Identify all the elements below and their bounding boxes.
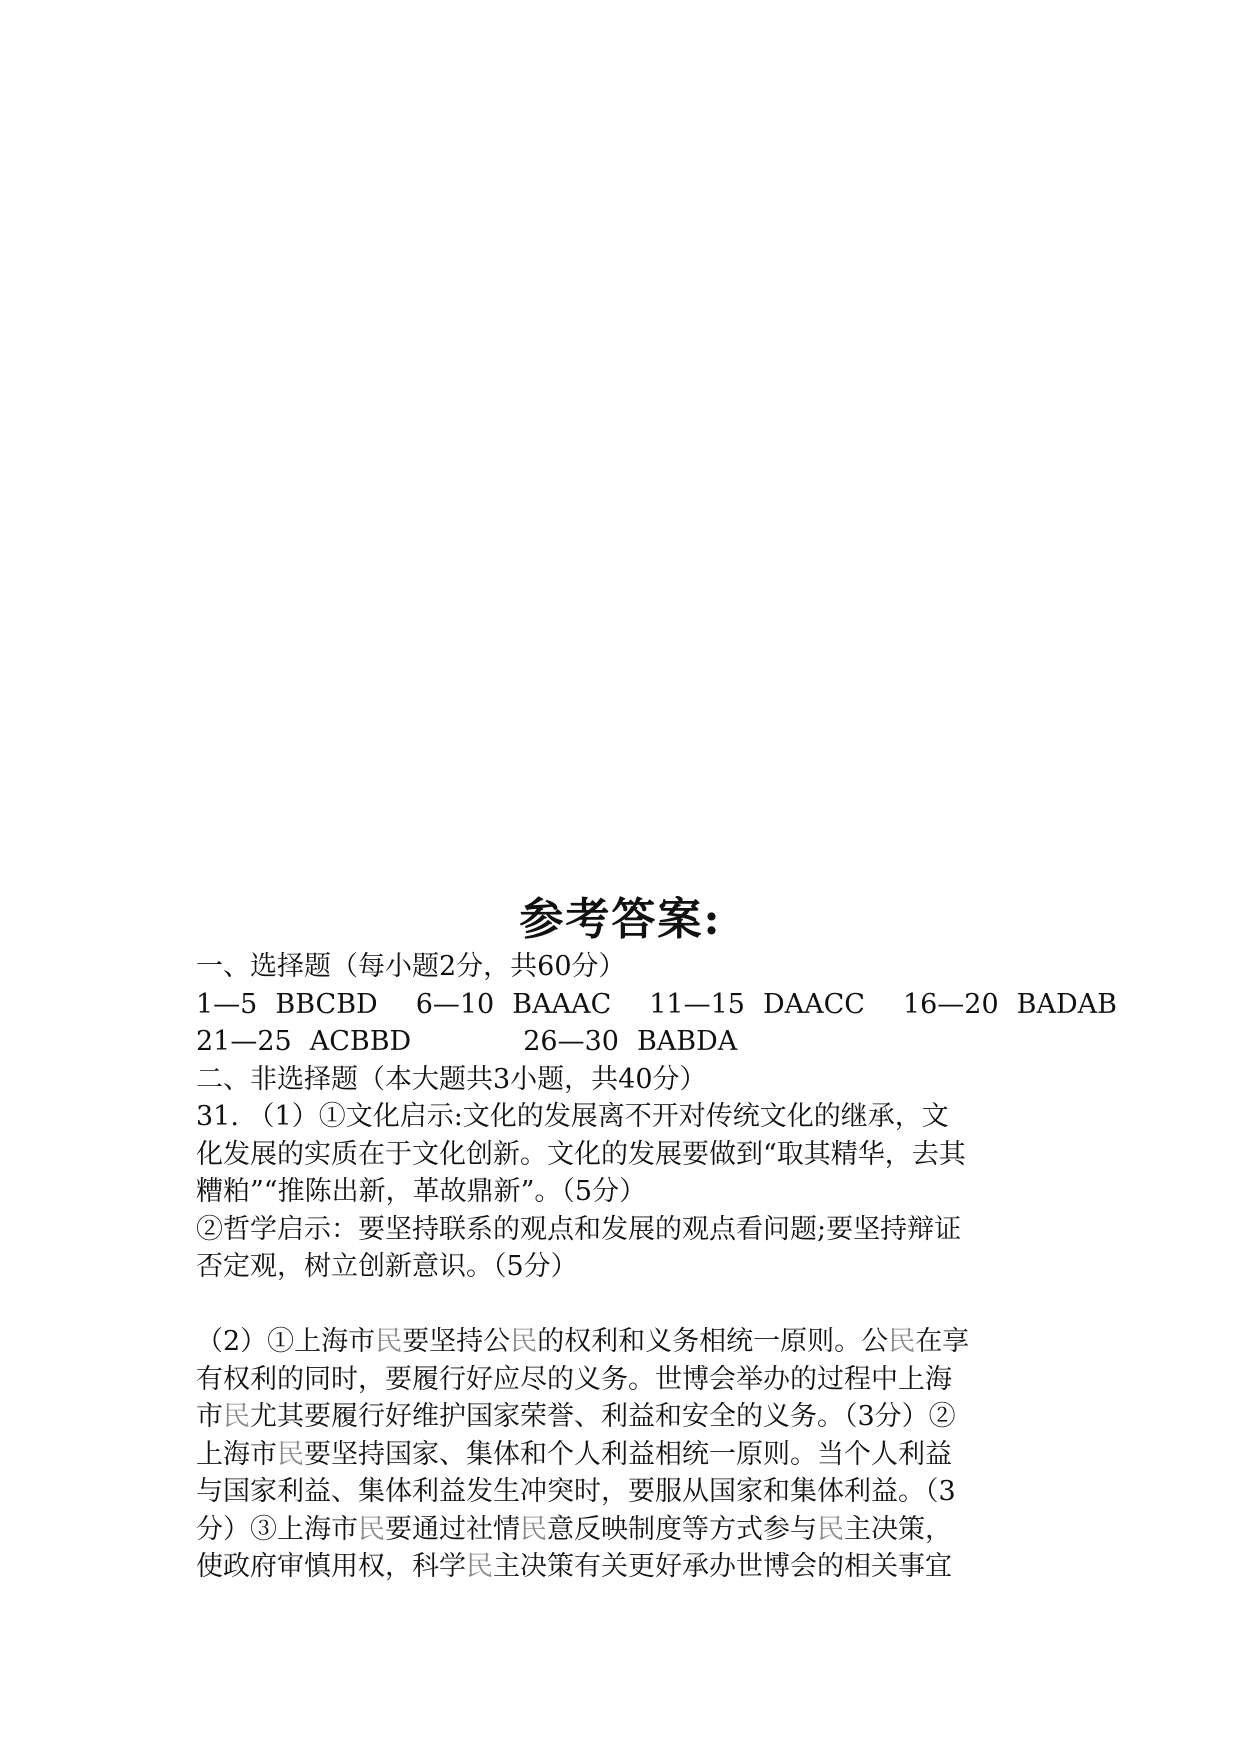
answer-range: 11—15 [649,988,745,1020]
q31-part2-line [196,1436,1046,1474]
gray-glyph: 民 [888,1326,916,1357]
gray-glyph: 民 [277,1438,304,1470]
answer-range: 6—10 [415,988,495,1020]
answer-range: 26—30 [523,1026,619,1057]
q31-part1-line: 31. （1）①文化启示:文化的发展离不开对传统文化的继承，文 [196,1101,949,1132]
gray-glyph: 民 [358,1513,385,1545]
page-title: 参考答案: [519,894,722,945]
answers-row-1 [196,986,1117,1024]
gray-glyph: 民 [520,1513,547,1545]
text-run: 要坚持公 [402,1326,511,1357]
q31-part2-line [196,1548,1046,1586]
text-run: 尤其要履行好维护国家荣誉、利益和安全的义务。（3分）② [250,1401,956,1432]
text-run: 主决策， [844,1513,952,1545]
text-run: 要通过社情 [385,1513,520,1545]
answer-key: DAACC [762,988,865,1020]
q31-part2-line [196,1323,1046,1361]
section1-heading: 一、选择题（每小题2分，共60分） [196,951,626,982]
text-run: 使政府审慎用权，科学 [196,1551,466,1582]
q31-part2-line [196,1398,1046,1436]
text-run: 的权利和义务相统一原则。公 [537,1326,889,1357]
section2-heading: 二、非选择题（本大题共3小题，共40分） [196,1063,707,1095]
text-run: 要坚持国家、集体和个人利益相统一原则。当个人利益 [304,1438,952,1470]
gray-glyph: 民 [466,1551,493,1582]
q31-part1-line: 否定观，树立创新意识。（5分） [196,1251,578,1282]
q31-part1-line: 化发展的实质在于文化创新。文化的发展要做到“取其精华，去其 [196,1138,966,1170]
answer-key: BAAAC [512,988,612,1020]
answer-content [196,948,1117,1586]
answer-key: BABDA [636,1026,738,1057]
q31-part2-line [196,1361,1046,1399]
text-run: 意反映制度等方式参与 [547,1513,817,1545]
answer-key: BBCBD [275,988,378,1020]
answer-key: ACBBD [309,1026,412,1057]
text-run: 在享 [915,1326,970,1357]
text-run: 分）③上海市 [196,1513,358,1545]
gray-glyph: 民 [817,1513,844,1545]
text-run: 主决策有关更好承办世博会的相关事宜 [493,1551,952,1582]
answer-range: 16—20 [902,988,999,1020]
q31-part1-line: 糟粕”“推陈出新，革故鼎新”。（5分） [196,1176,647,1207]
answer-key: BADAB [1016,988,1117,1020]
q31-part2-line [196,1473,1046,1511]
gray-glyph: 民 [375,1326,403,1357]
text-run: （2）①上海市 [196,1326,376,1357]
q31-part1-line: ②哲学启示：要坚持联系的观点和发展的观点看问题;要坚持辩证 [196,1213,962,1245]
answers-row-2 [196,1023,1046,1061]
q31-part2-line [196,1511,1046,1549]
text-run: 与国家利益、集体利益发生冲突时，要服从国家和集体利益。（3 [196,1476,956,1507]
gray-glyph: 民 [223,1401,250,1432]
blank-line [196,1286,1046,1324]
text-run: 有权利的同时，要履行好应尽的义务。世博会举办的过程中上海 [196,1363,952,1395]
gray-glyph: 民 [510,1326,538,1357]
answer-range: 21—25 [196,1026,292,1057]
answer-range: 1—5 [196,988,258,1020]
text-run: 市 [196,1401,223,1432]
text-run: 上海市 [196,1438,277,1470]
